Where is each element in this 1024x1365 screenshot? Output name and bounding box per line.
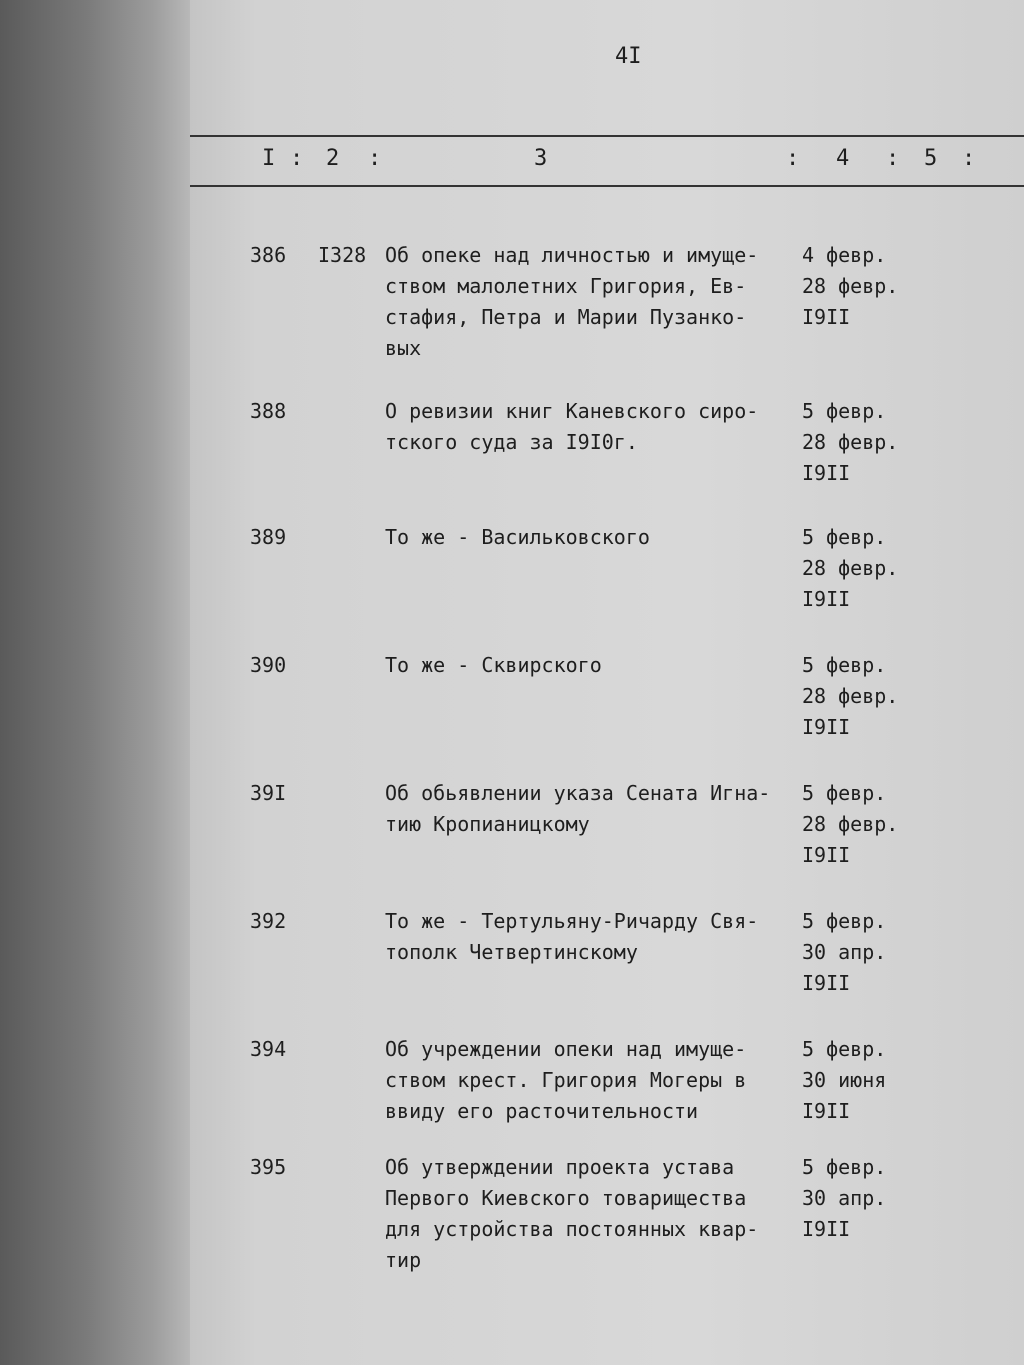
entry-date-line: 30 июня xyxy=(802,1068,887,1092)
entry-date-line: 5 февр. xyxy=(802,909,887,933)
entry-title xyxy=(385,906,805,968)
book-spine-shadow xyxy=(0,0,190,1365)
entry-title-line: Об утверждении проекта устава xyxy=(385,1155,735,1179)
entry-title-line: То же - Васильковского xyxy=(385,525,650,549)
entry-title xyxy=(385,1152,805,1276)
column-separator: : xyxy=(290,146,304,171)
entry-title-line: тополк Четвертинскому xyxy=(385,940,638,964)
entry-reference: I328 xyxy=(318,243,367,267)
entry-number: 394 xyxy=(250,1037,287,1061)
entry-date-line: I9II xyxy=(802,971,851,995)
entry-date-line: 28 февр. xyxy=(802,556,899,580)
column-header-2: 2 xyxy=(326,146,340,171)
header-bottom-rule xyxy=(190,185,1024,187)
entry-date-line: 5 февр. xyxy=(802,1037,887,1061)
entry-number: 395 xyxy=(250,1155,287,1179)
column-separator: : xyxy=(368,146,382,171)
entry-title-line: стафия, Петра и Марии Пузанко- xyxy=(385,305,747,329)
entry-date-line: 30 апр. xyxy=(802,940,887,964)
entry-date-line: 5 февр. xyxy=(802,399,887,423)
entry-title-line: тского суда за I9I0г. xyxy=(385,430,638,454)
entry-date-line: 5 февр. xyxy=(802,781,887,805)
entry-title-line: ством малолетних Григория, Ев- xyxy=(385,274,747,298)
entry-date-line: 5 февр. xyxy=(802,525,887,549)
entry-dates xyxy=(802,650,962,743)
entry-number: 389 xyxy=(250,525,287,549)
entry-title-line: Об учреждении опеки над имуще- xyxy=(385,1037,747,1061)
column-separator: : xyxy=(786,146,800,171)
entry-number: 392 xyxy=(250,909,287,933)
document-page xyxy=(190,0,1024,1365)
entry-title-line: То же - Сквирского xyxy=(385,653,602,677)
column-header-4: 4 xyxy=(836,146,850,171)
entry-title-line: Об опеке над личностью и имуще- xyxy=(385,243,759,267)
entry-date-line: 5 февр. xyxy=(802,1155,887,1179)
entry-dates xyxy=(802,396,962,489)
header-top-rule xyxy=(190,135,1024,137)
column-header-5: 5 xyxy=(924,146,938,171)
entry-date-line: I9II xyxy=(802,1217,851,1241)
entry-title-line: Первого Киевского товарищества xyxy=(385,1186,747,1210)
entry-date-line: 28 февр. xyxy=(802,274,899,298)
entry-date-line: I9II xyxy=(802,1099,851,1123)
entry-date-line: 30 апр. xyxy=(802,1186,887,1210)
entry-title xyxy=(385,1034,805,1127)
entry-number: 388 xyxy=(250,399,287,423)
entry-title-line: О ревизии книг Каневского сиро- xyxy=(385,399,759,423)
entry-title xyxy=(385,778,805,840)
column-header-1: I xyxy=(262,146,276,171)
entry-number: 390 xyxy=(250,653,287,677)
entry-date-line: 5 февр. xyxy=(802,653,887,677)
entry-dates xyxy=(802,240,962,333)
entry-title xyxy=(385,650,805,681)
entry-date-line: I9II xyxy=(802,305,851,329)
entry-title-line: тир xyxy=(385,1248,422,1272)
entry-date-line: I9II xyxy=(802,461,851,485)
entry-dates xyxy=(802,522,962,615)
entry-date-line: 28 февр. xyxy=(802,812,899,836)
entry-number: 39I xyxy=(250,781,287,805)
entry-date-line: I9II xyxy=(802,843,851,867)
entry-title-line: ввиду его расточительности xyxy=(385,1099,699,1123)
entry-title-line: тию Кропианицкому xyxy=(385,812,590,836)
entry-number: 386 xyxy=(250,243,287,267)
entry-date-line: 4 февр. xyxy=(802,243,887,267)
entry-dates xyxy=(802,906,962,999)
entry-title-line: вых xyxy=(385,336,422,360)
column-header-3: 3 xyxy=(534,146,548,171)
entry-title-line: ством крест. Григория Могеры в xyxy=(385,1068,747,1092)
entry-title xyxy=(385,522,805,553)
entry-date-line: I9II xyxy=(802,587,851,611)
column-separator: : xyxy=(886,146,900,171)
entry-title-line: для устройства постоянных квар- xyxy=(385,1217,759,1241)
entry-date-line: 28 февр. xyxy=(802,430,899,454)
column-separator: : xyxy=(962,146,976,171)
entry-title xyxy=(385,240,805,364)
entry-dates xyxy=(802,778,962,871)
entry-title xyxy=(385,396,805,458)
entry-date-line: I9II xyxy=(802,715,851,739)
entry-title-line: То же - Тертульяну-Ричарду Свя- xyxy=(385,909,759,933)
entry-date-line: 28 февр. xyxy=(802,684,899,708)
entry-title-line: Об обьявлении указа Сената Игна- xyxy=(385,781,771,805)
page-number: 4I xyxy=(615,44,642,69)
entry-dates xyxy=(802,1152,962,1245)
entry-dates xyxy=(802,1034,962,1127)
